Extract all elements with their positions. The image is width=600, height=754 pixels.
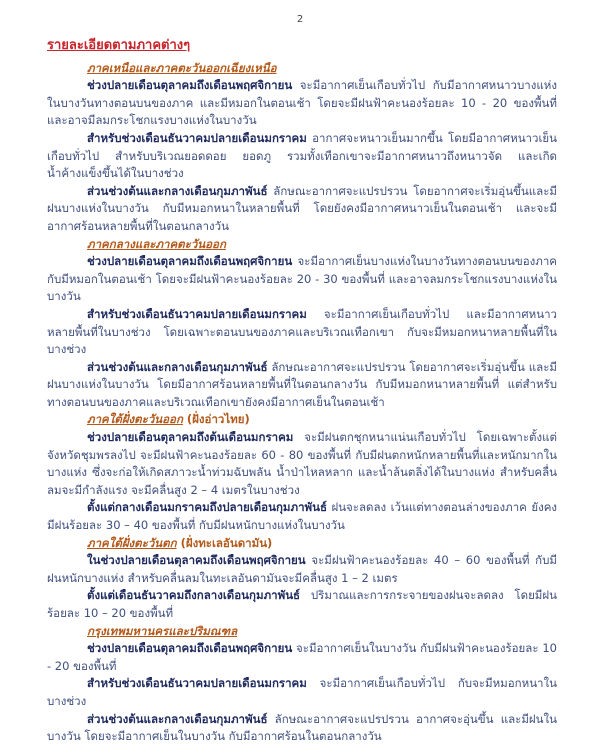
forecast-text: ลักษณะอากาศจะแปรปรวน อากาศจะอุ่นขึ้น และมีฝนในบางวัน โดยจะมีอากาศเย็นในบางวัน กับมีอากาศร้อนในตอนกลางวัน: [47, 711, 557, 744]
period-label: ในช่วงปลายเดือนตุลาคมถึงเดือนพฤศจิกายน: [87, 553, 306, 568]
forecast-text: ปริมาณและการกระจายของฝนจะลดลง โดยมีฝนร้อยละ 10 – 20 ของพื้นที่: [47, 588, 557, 620]
forecast-paragraph: [47, 640, 557, 675]
section-heading-text: ภาคเหนือและภาคตะวันออกเฉียงเหนือ: [87, 60, 277, 75]
forecast-text: อากาศจะหนาวเย็นมากขึ้น โดยมีอากาศหนาวเย็นเกือบทั่วไป สำหรับบริเวณยอดดอย ยอดภู รวมทั้งเทือกเขาจะมีอากาศหนาวถึงหนาวจัด และเกิดน้ำค้างแข็งขึ้นได้ในบางช่วง: [47, 130, 557, 181]
forecast-text: ลักษณะอากาศจะแปรปรวน โดยอากาศจะเริ่มอุ่นขึ้นและมีฝนบางแห่งในบางวัน กับมีหมอกหนาในหลายพื้นที่ โดยยังคงมีอากาศหนาวเย็นในตอนเช้า และจะมีอากาศร้อนหลายพื้นที่ในตอนกลางวัน: [47, 183, 557, 233]
forecast-paragraph: [47, 587, 557, 622]
forecast-text: จะมีฝนฟ้าคะนองร้อยละ 40 – 60 ของพื้นที่ กับมีฝนหนักบางแห่ง สำหรับคลื่นลมในทะเลอันดามันจะมีคลื่นสูง 1 – 2 เมตร: [47, 553, 557, 585]
forecast-text: จะมีอากาศเย็นเกือบทั่วไป กับมีอากาศหนาวบางแห่งในบางวันทางตอนบนของภาค และมีหมอกในตอนเช้า โดยจะมีฝนฟ้าคะนองร้อยละ 10 - 20 ของพื้นที่ และอาจมีลมกระโชกแรงบางแห่งในบางวัน: [47, 78, 557, 128]
forecast-paragraph: [47, 552, 557, 587]
period-label: ช่วงปลายเดือนตุลาคมถึงเดือนพฤศจิกายน: [87, 78, 293, 93]
document-body: [47, 37, 557, 746]
section-heading-text: ภาคใต้ฝั่งตะวันออก: [87, 412, 183, 427]
region-section: [47, 60, 557, 236]
forecast-text: ฝนจะลดลง เว้นแต่ทางตอนล่างของภาค ยังคงมีฝนร้อยละ 30 – 40 ของพื้นที่ กับมีฝนหนักบางแห่งในบางวัน: [47, 500, 557, 533]
region-section: [47, 411, 557, 534]
period-label: ตั้งแต่เดือนธันวาคมถึงกลางเดือนกุมภาพันธ์: [87, 588, 301, 603]
section-heading-text: ภาคกลางและภาคตะวันออก: [87, 236, 226, 251]
forecast-paragraph: [47, 711, 557, 746]
period-label: ตั้งแต่กลางเดือนมกราคมถึงปลายเดือนกุมภาพันธ์: [87, 500, 327, 515]
region-section: [47, 535, 557, 623]
forecast-text: จะมีอากาศเย็นเกือบทั่วไป และมีอากาศหนาวหลายพื้นที่ในบางช่วง โดยเฉพาะตอนบนของภาคและบริเวณเทือกเขา กับจะมีหมอกหนาหลายพื้นที่ในบางช่วง: [47, 306, 557, 357]
forecast-paragraph: [47, 359, 557, 412]
period-label: สำหรับช่วงเดือนธันวาคมปลายเดือนมกราคม: [87, 676, 307, 691]
section-heading-text: กรุงเทพมหานครและปริมณฑล: [87, 623, 238, 638]
page-number: 2: [296, 14, 304, 25]
section-heading: [87, 236, 557, 254]
section-heading: [87, 60, 557, 78]
forecast-text: จะมีฝนตกชุกหนาแน่นเกือบทั่วไป โดยเฉพาะตั้งแต่จังหวัดชุมพรลงไป จะมีฝนฟ้าคะนองร้อยละ 60 - 80 ของพื้นที่ กับมีฝนตกหนักหลายพื้นที่และหนักมากในบางแห่ง ซึ่งจะก่อให้เกิดสภาวะน้ำท่วมฉับพลัน น้ำป่าไหลหลาก และน้ำล้นตลิ่งได้ในบางแห่ง สำหรับคลื่นลมจะมีกำลังแรง จะมีคลื่นสูง 2 – 4 เมตรในบางช่วง: [47, 430, 557, 497]
period-label: ส่วนช่วงต้นและกลางเดือนกุมภาพันธ์: [87, 359, 268, 374]
period-label: ช่วงปลายเดือนตุลาคมถึงต้นเดือนมกราคม: [87, 430, 294, 445]
document-title: รายละเอียดตามภาคต่างๆ: [47, 38, 191, 53]
section-heading-suffix: (ฝั่งทะเลอันดามัน): [176, 535, 273, 550]
period-label: ช่วงปลายเดือนตุลาคมถึงเดือนพฤศจิกายน: [87, 641, 293, 656]
forecast-text: จะมีอากาศเย็นเกือบทั่วไป กับจะมีหมอกหนาในบางช่วง: [47, 676, 557, 708]
section-heading: [87, 623, 557, 641]
forecast-paragraph: [47, 306, 557, 359]
period-label: สำหรับช่วงเดือนธันวาคมปลายเดือนมกราคม: [87, 130, 307, 145]
forecast-paragraph: [47, 77, 557, 130]
forecast-text: จะมีอากาศเย็นบางแห่งในบางวันทางตอนบนของภาค กับมีหมอกในตอนเช้า โดยจะมีฝนฟ้าคะนองร้อยละ 20 - 30 ของพื้นที่ และอาจลมกระโชกแรงบางแห่งในบางวัน: [47, 254, 557, 304]
region-sections: [47, 60, 557, 746]
forecast-paragraph: [47, 499, 557, 534]
forecast-paragraph: [47, 130, 557, 183]
section-heading: [87, 411, 557, 429]
region-section: [47, 623, 557, 746]
forecast-paragraph: [47, 183, 557, 236]
forecast-text: ลักษณะอากาศจะแปรปรวน โดยอากาศจะเริ่มอุ่นขึ้น และมีฝนบางแห่งในบางวัน โดยมีอากาศร้อนหลายพื้นที่ในตอนกลางวัน กับมีหมอกหนาหลายพื้นที่ แต่สำหรับทางตอนบนของภาคและบริเวณเทือกเขายังคงมีอากาศเย็นในตอนเช้า: [47, 359, 557, 409]
forecast-paragraph: [47, 429, 557, 499]
period-label: สำหรับช่วงเดือนธันวาคมปลายเดือนมกราคม: [87, 306, 307, 321]
forecast-paragraph: [47, 675, 557, 710]
section-heading-text: ภาคใต้ฝั่งตะวันตก: [87, 535, 177, 550]
period-label: ส่วนช่วงต้นและกลางเดือนกุมภาพันธ์: [87, 711, 268, 726]
period-label: ช่วงปลายเดือนตุลาคมถึงเดือนพฤศจิกายน: [87, 254, 293, 269]
forecast-text: จะมีอากาศเย็นในบางวัน กับมีฝนฟ้าคะนองร้อยละ 10 - 20 ของพื้นที่: [47, 641, 557, 673]
forecast-paragraph: [47, 253, 557, 306]
section-heading: [87, 535, 557, 553]
region-section: [47, 236, 557, 412]
period-label: ส่วนช่วงต้นและกลางเดือนกุมภาพันธ์: [87, 183, 268, 198]
section-heading-suffix: (ฝั่งอ่าวไทย): [182, 412, 250, 427]
